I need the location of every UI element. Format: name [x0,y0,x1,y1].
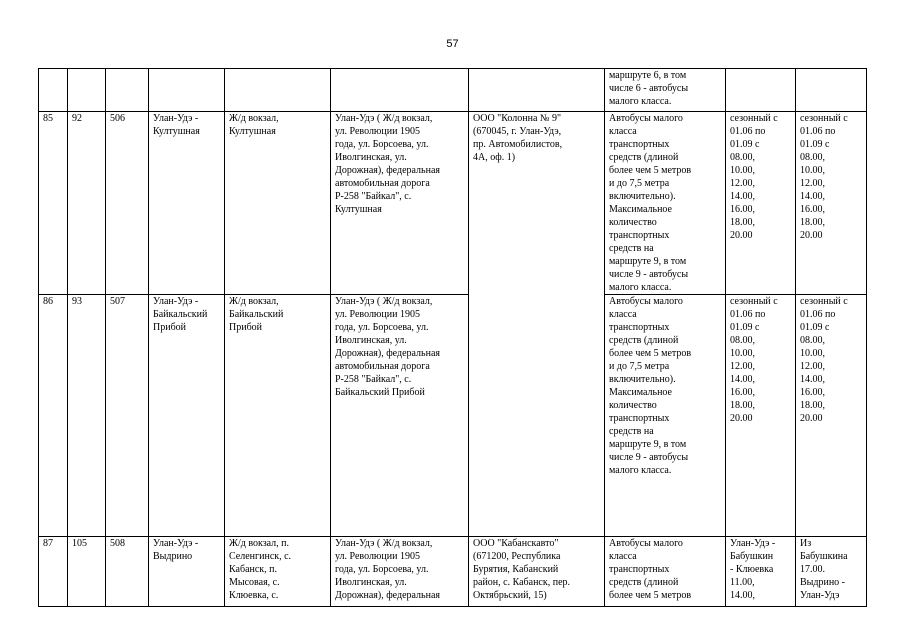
table-cell [469,69,605,112]
route-number-cell: 506 [106,112,149,295]
route-name-cell: Улан-Удэ - Байкальский Прибой [149,295,225,537]
streets-cell: Улан-Удэ ( Ж/д вокзал, ул. Революции 1905 года, ул. Борсоева, ул. Иволгинская, ул. Дорожная), федеральная автомобильная дорога Р-258 "Байкал", с. Байкальский Прибой [331,295,469,537]
schedule-forward-cell: сезонный с 01.06 по 01.09 с 08.00, 10.00, 12.00, 14.00, 16.00, 18.00, 20.00 [726,295,796,537]
bus-class-cell: маршруте 6, в том числе 6 - автобусы малого класса. [605,69,726,112]
registry-number-cell: 93 [68,295,106,537]
table-cell [796,69,867,112]
stops-cell: Ж/д вокзал, п. Селенгинск, с. Кабанск, п. Мысовая, с. Клюевка, с. [225,537,331,607]
schedule-back-cell: Из Бабушкина 17.00. Выдрино - Улан-Удэ [796,537,867,607]
bus-class-cell: Автобусы малого класса транспортных средств (длиной более чем 5 метров и до 7,5 метра включительно). Максимальное количество транспортных средств на маршруте 9, в том числе 9 - автобусы малого класса. [605,295,726,537]
streets-cell: Улан-Удэ ( Ж/д вокзал, ул. Революции 1905 года, ул. Борсоева, ул. Иволгинская, ул. Дорожная), федеральная [331,537,469,607]
row-index-cell: 85 [39,112,68,295]
schedule-forward-cell: Улан-Удэ - Бабушкин - Клюевка 11.00, 14.00, [726,537,796,607]
stops-cell: Ж/д вокзал, Култушная [225,112,331,295]
route-number-cell: 508 [106,537,149,607]
table-row [39,295,867,537]
page-number: 57 [446,38,459,50]
stops-cell: Ж/д вокзал, Байкальский Прибой [225,295,331,537]
table-cell [726,69,796,112]
routes-table [38,68,867,607]
table-row [39,69,867,112]
carrier-cell: ООО "Колонна № 9" (670045, г. Улан-Удэ, пр. Автомобилистов, 4А, оф. 1) [469,112,605,537]
carrier-cell: ООО "Кабанскавто" (671200, Республика Бурятия, Кабанский район, с. Кабанск, пер. Октябрьский, 15) [469,537,605,607]
route-number-cell: 507 [106,295,149,537]
table-row [39,112,867,295]
table-cell [149,69,225,112]
streets-cell: Улан-Удэ ( Ж/д вокзал, ул. Революции 1905 года, ул. Борсоева, ул. Иволгинская, ул. Дорожная), федеральная автомобильная дорога Р-258 "Байкал", с. Култушная [331,112,469,295]
table-cell [225,69,331,112]
table-row [39,537,867,607]
schedule-back-cell: сезонный с 01.06 по 01.09 с 08.00, 10.00, 12.00, 14.00, 16.00, 18.00, 20.00 [796,295,867,537]
schedule-forward-cell: сезонный с 01.06 по 01.09 с 08.00, 10.00, 12.00, 14.00, 16.00, 18.00, 20.00 [726,112,796,295]
schedule-back-cell: сезонный с 01.06 по 01.09 с 08.00, 10.00, 12.00, 14.00, 16.00, 18.00, 20.00 [796,112,867,295]
row-index-cell: 87 [39,537,68,607]
registry-number-cell: 105 [68,537,106,607]
route-name-cell: Улан-Удэ - Култушная [149,112,225,295]
route-name-cell: Улан-Удэ - Выдрино [149,537,225,607]
registry-number-cell: 92 [68,112,106,295]
bus-class-cell: Автобусы малого класса транспортных средств (длиной более чем 5 метров [605,537,726,607]
table-cell [331,69,469,112]
table-cell [68,69,106,112]
table-cell [39,69,68,112]
bus-class-cell: Автобусы малого класса транспортных средств (длиной более чем 5 метров и до 7,5 метра включительно). Максимальное количество транспортных средств на маршруте 9, в том числе 9 - автобусы малого класса. [605,112,726,295]
row-index-cell: 86 [39,295,68,537]
table-cell [106,69,149,112]
